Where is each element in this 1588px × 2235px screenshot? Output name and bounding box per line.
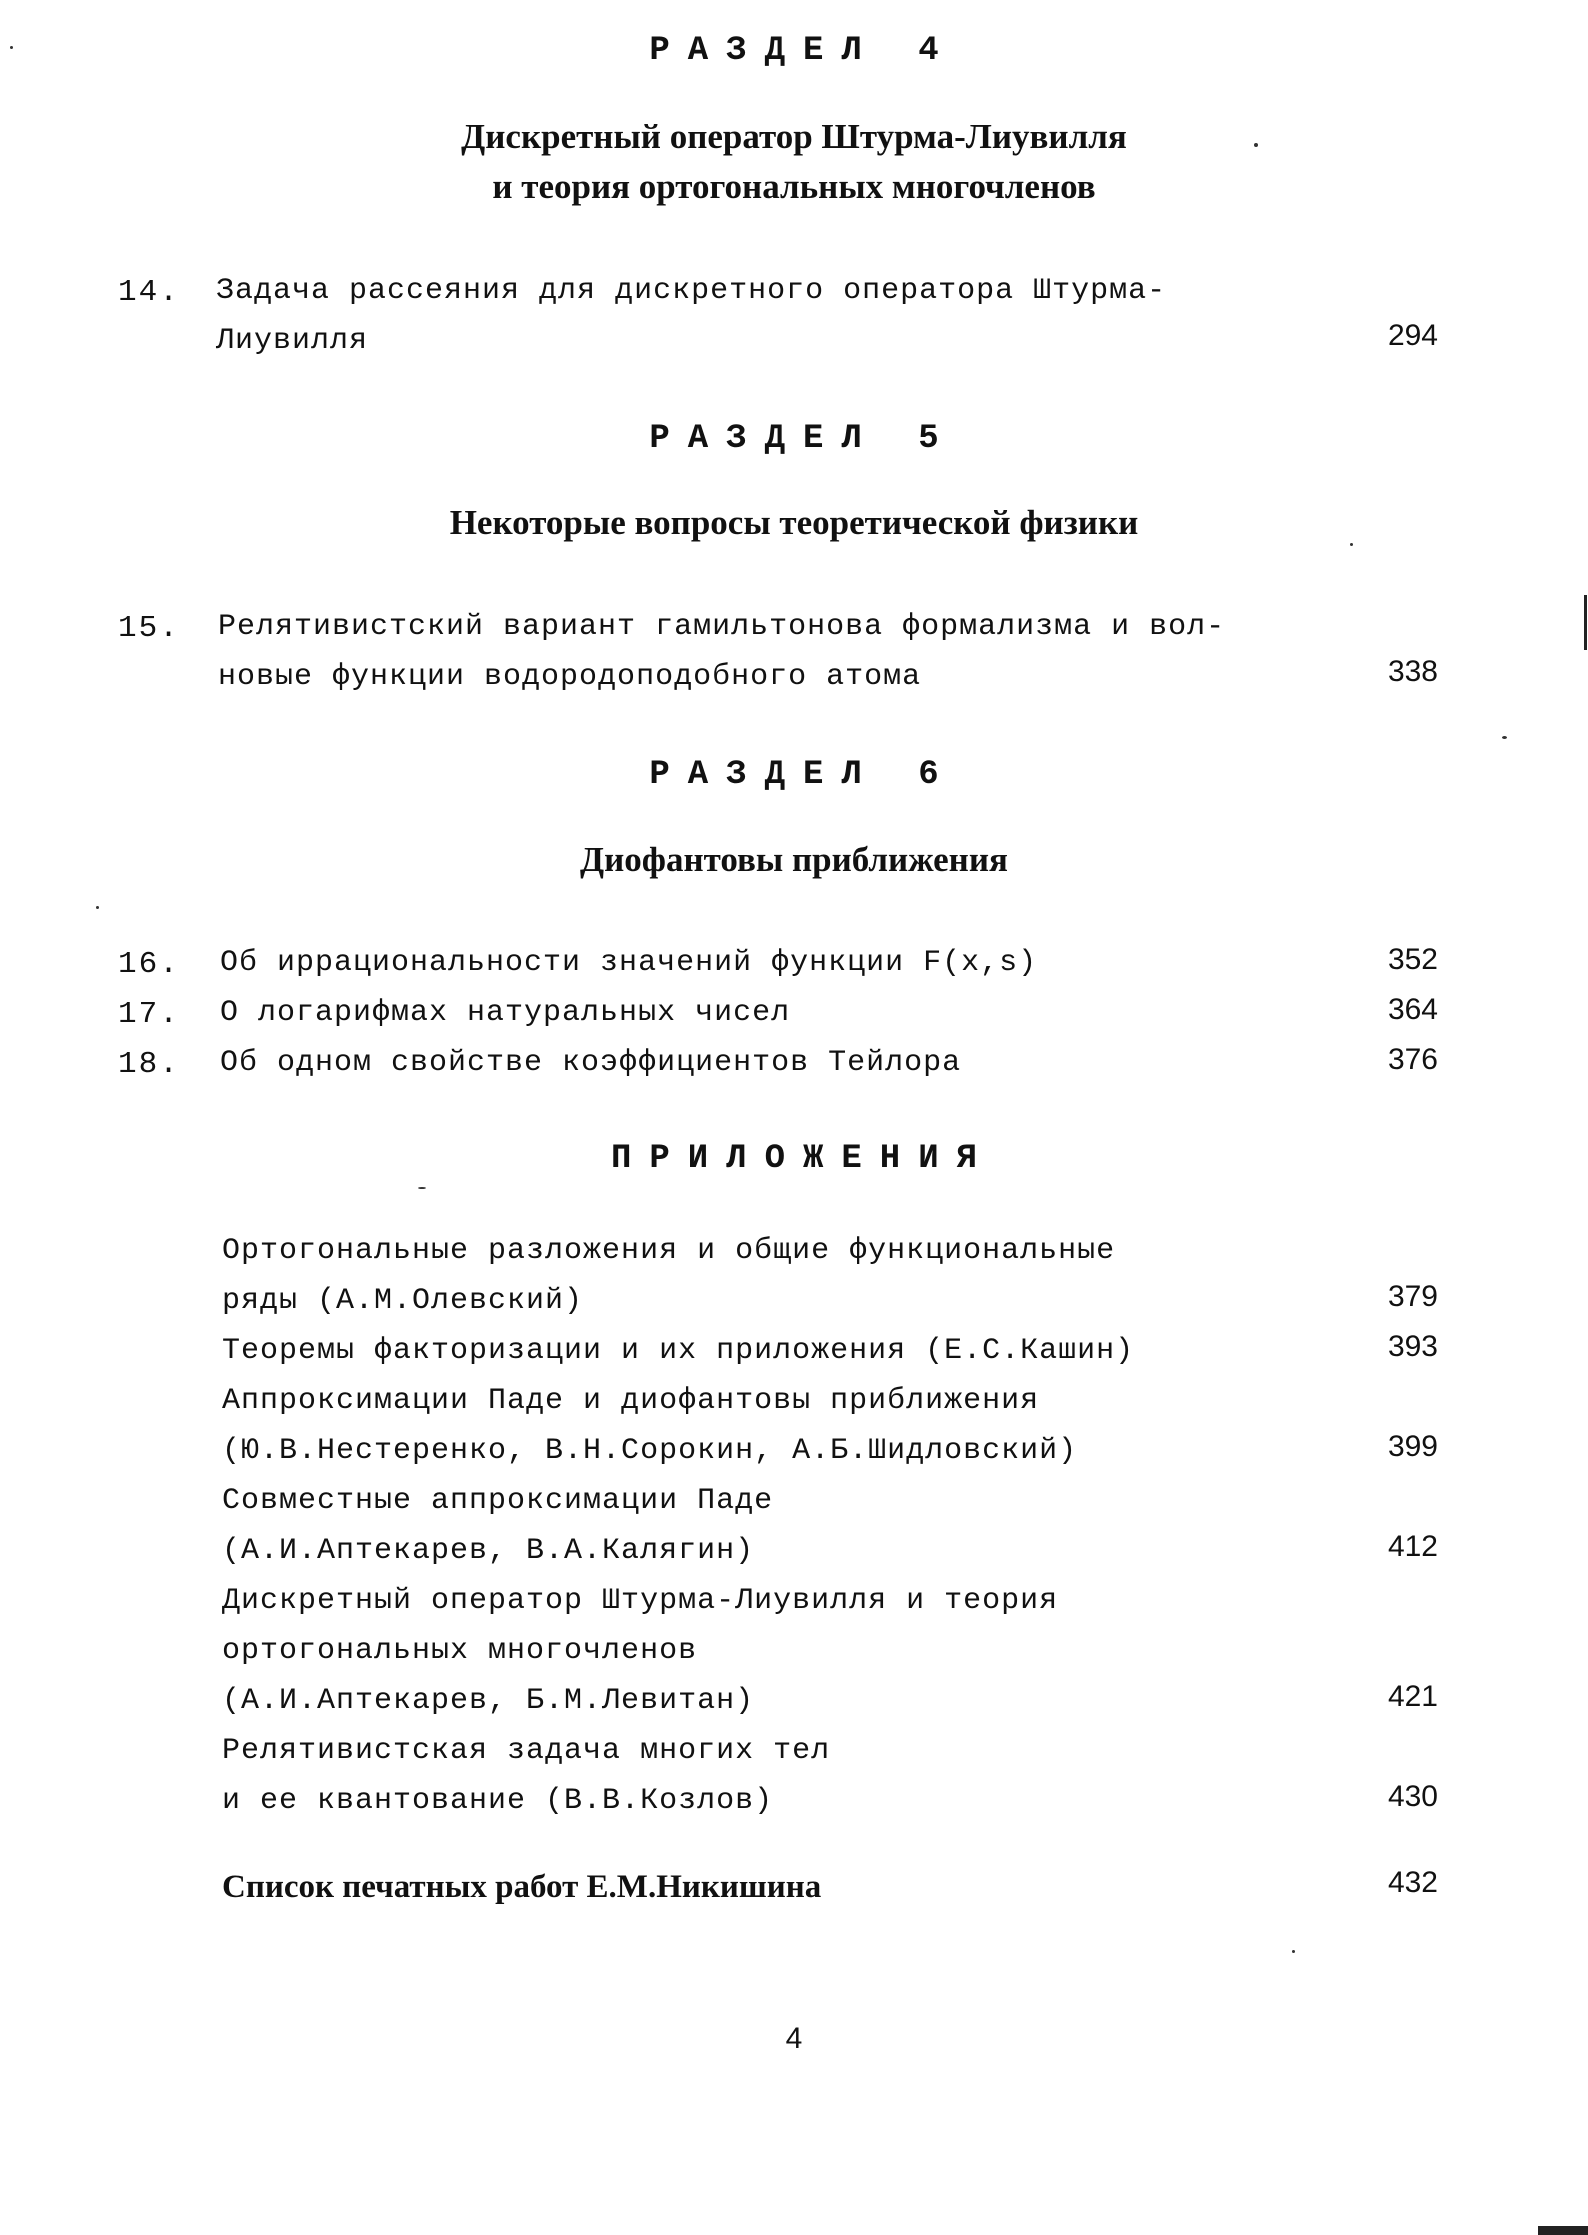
entry-18-text: Об одном свойстве коэффициентов Тейлора <box>220 1046 962 1080</box>
entry-15-number: 15. <box>118 611 180 646</box>
publications-page: 432 <box>1387 1866 1438 1899</box>
appendix-6-page: 430 <box>1387 1780 1438 1813</box>
entry-18-page: 376 <box>1387 1043 1438 1076</box>
appendix-4-line-1: Совместные аппроксимации Паде <box>222 1484 774 1518</box>
page-number: 4 <box>785 2022 803 2055</box>
entry-16-page: 352 <box>1387 943 1438 976</box>
appendix-1-line-1: Ортогональные разложения и общие функциональные <box>222 1234 1116 1268</box>
scan-edge-mark <box>1538 2226 1588 2235</box>
entry-17-text: О логарифмах натуральных чисел <box>220 996 791 1030</box>
appendix-1-line-2: ряды (А.М.Олевский) <box>222 1284 584 1318</box>
scan-speck <box>418 1187 426 1189</box>
appendix-5-line-1: Дискретный оператор Штурма-Лиувилля и теория <box>222 1584 1059 1618</box>
appendix-3-line-1: Аппроксимации Паде и диофантовы приближения <box>222 1384 1040 1418</box>
section-4-title-line-2: и теория ортогональных многочленов <box>492 167 1096 206</box>
appendix-3-line-2: (Ю.В.Нестеренко, В.Н.Сорокин, А.Б.Шидловский) <box>222 1434 1078 1468</box>
entry-18-number: 18. <box>118 1047 180 1082</box>
scan-speck <box>1292 1950 1295 1953</box>
entry-15-line-1: Релятивистский вариант гамильтонова формализма и вол- <box>218 610 1226 644</box>
appendix-4-page: 412 <box>1387 1530 1438 1563</box>
entry-17-number: 17. <box>118 997 180 1032</box>
scan-speck <box>96 906 99 909</box>
entry-16-text: Об иррациональности значений функции F(x,s) <box>220 946 1038 980</box>
section-6-label: РАЗДЕЛ 6 <box>649 756 957 794</box>
section-4-title-line-1: Дискретный оператор Штурма-Лиувилля <box>461 117 1127 156</box>
publications-entry: Список печатных работ Е.М.Никишина <box>222 1869 822 1905</box>
entry-14-line-2: Лиувилля <box>216 324 369 358</box>
appendix-6-line-1: Релятивистская задача многих тел <box>222 1734 831 1768</box>
entry-15-line-2: новые функции водородоподобного атома <box>218 660 922 694</box>
appendix-4-line-2: (А.И.Аптекарев, В.А.Калягин) <box>222 1534 755 1568</box>
section-4-label: РАЗДЕЛ 4 <box>649 32 957 70</box>
scan-speck <box>10 46 13 49</box>
appendix-6-line-2: и ее квантование (В.В.Козлов) <box>222 1784 774 1818</box>
entry-17-page: 364 <box>1387 993 1438 1026</box>
entry-14-number: 14. <box>118 275 180 310</box>
entry-14-line-1: Задача рассеяния для дискретного оператора Штурма- <box>216 274 1167 308</box>
scan-speck <box>1350 543 1353 546</box>
section-5-title: Некоторые вопросы теоретической физики <box>449 503 1139 542</box>
appendix-2-text: Теоремы факторизации и их приложения (Е.С.Кашин) <box>222 1334 1135 1368</box>
entry-16-number: 16. <box>118 947 180 982</box>
entry-15-page: 338 <box>1387 655 1438 688</box>
appendix-5-line-3: (А.И.Аптекарев, Б.М.Левитан) <box>222 1684 755 1718</box>
scan-edge-mark <box>1584 595 1587 650</box>
scan-speck <box>1502 736 1507 739</box>
scan-speck <box>1254 143 1258 147</box>
appendix-1-page: 379 <box>1387 1280 1438 1313</box>
appendix-3-page: 399 <box>1387 1430 1438 1463</box>
appendix-5-line-2: ортогональных многочленов <box>222 1634 698 1668</box>
appendix-5-page: 421 <box>1387 1680 1438 1713</box>
appendix-2-page: 393 <box>1387 1330 1438 1363</box>
entry-14-page: 294 <box>1387 319 1438 352</box>
section-5-label: РАЗДЕЛ 5 <box>649 420 957 458</box>
section-6-title: Диофантовы приближения <box>580 840 1008 879</box>
appendix-label: ПРИЛОЖЕНИЯ <box>610 1140 996 1178</box>
